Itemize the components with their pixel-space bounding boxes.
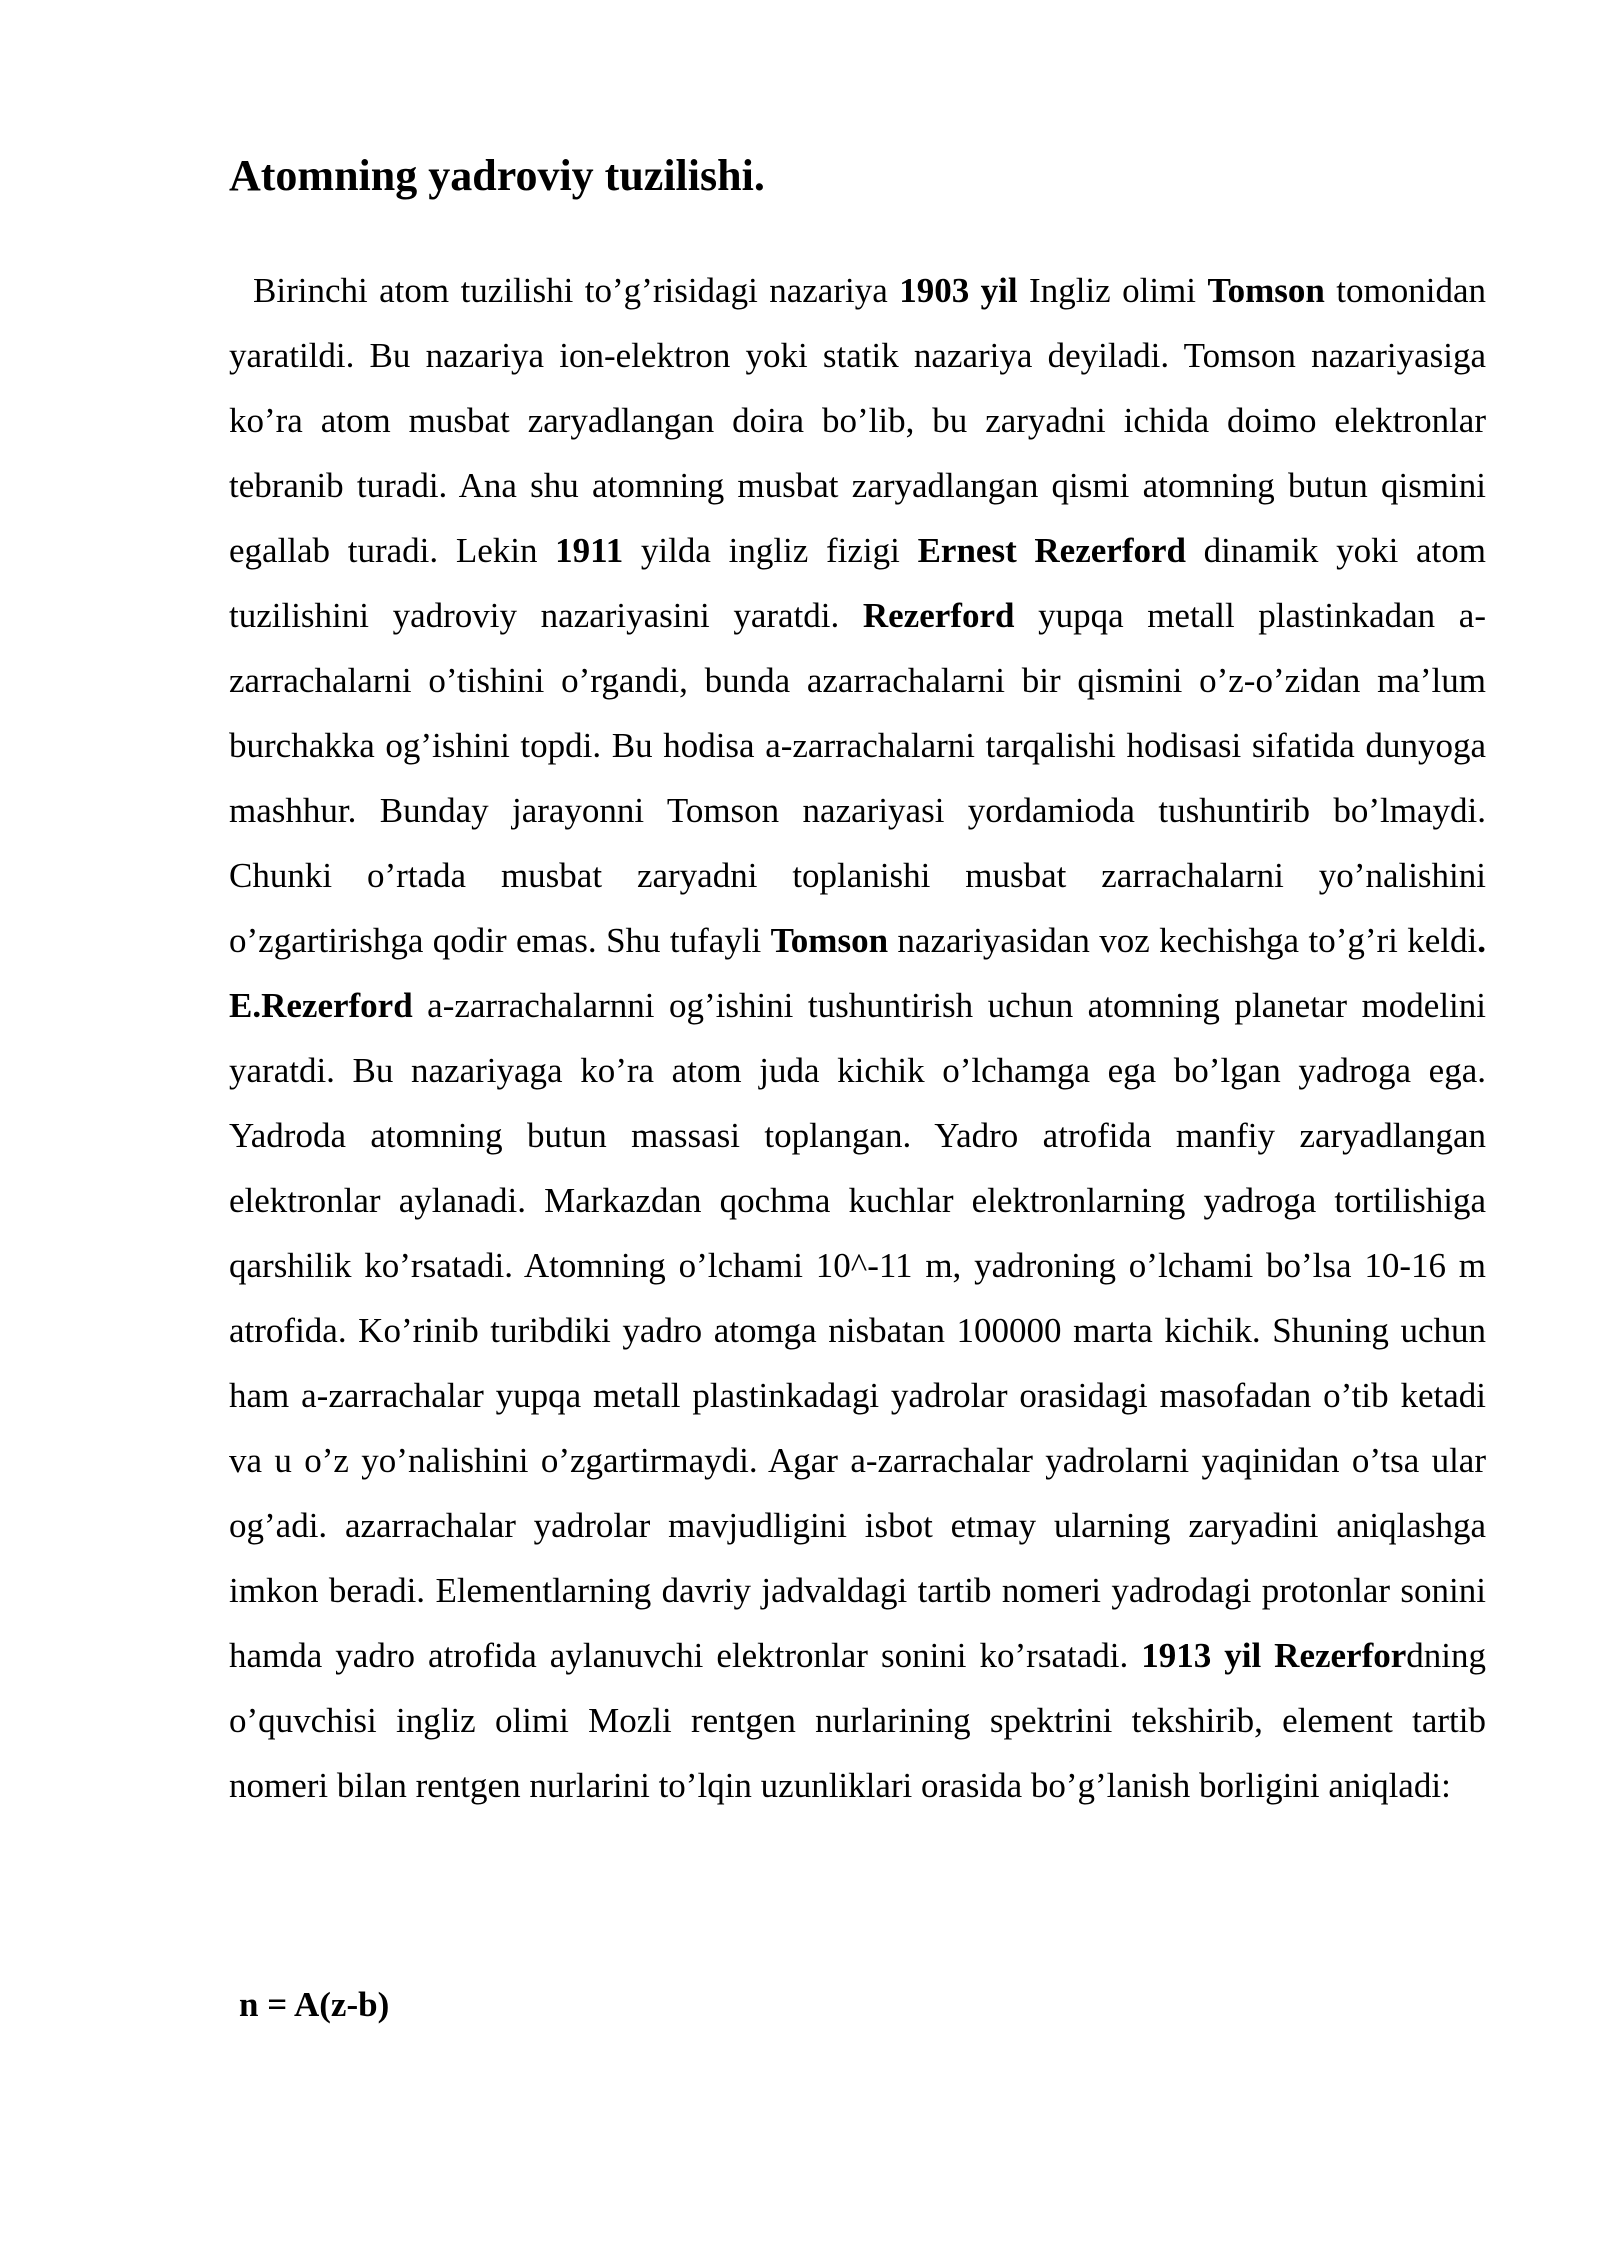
formula: n = A(z-b) [239,1985,390,2024]
text-run: yupqa metall plastinkadan a- zarrachalarni o’tishini o’rgandi, bunda azarrachalarni bir qismini o’z-o’zidan ma’lum burchakka og’ishini topdi. Bu hodisa a-zarrachalarni tarqalishi hodisasi sifatida dunyoga mashhur. Bunday jarayonni Tomson nazariyasi yordamioda tushuntirib bo’lmaydi. Chunki o’rtada musbat zaryadni toplanishi musbat zarrachalarni yo’nalishini o’zgartirishga qodir emas. Shu tufayli [229,596,1486,960]
text-run: a-zarrachalarnni og’ishini tushuntirish uchun atomning planetar modelini yaratdi. Bu nazariyaga ko’ra atom juda kichik o’lchamga ega bo’lgan yadroga ega. Yadroda atomning butun massasi toplangan. Yadro atrofida manfiy zaryadlangan elektronlar aylanadi. Markazdan qochma kuchlar elektronlarning yadroga tortilishiga qarshilik ko’rsatadi. Atomning o’lchami 10^-11 m, yadroning o’lchami bo’lsa 10-16 m atrofida. Ko’rinib turibdiki yadro atomga nisbatan 100000 marta kichik. Shuning uchun ham a-zarrachalar yupqa metall plastinkadagi yadrolar orasidagi masofadan o’tib ketadi va u o’z yo’nalishini o’zgartirmaydi. Agar a-zarrachalar yadrolarni yaqinidan o’tsa ular og’adi. azarrachalar yadrolar mavjudligini isbot etmay ularning zaryadini aniqlashga imkon beradi. Elementlarning davriy jadvaldagi tartib nomeri yadrodagi protonlar sonini hamda yadro atrofida aylanuvchi elektronlar sonini ko’rsatadi. [229,986,1486,1675]
bold-text-run: . E.Rezerford [229,921,1487,1025]
text-run: dinamik yoki atom tuzilishini yadroviy nazariyasini yaratdi. [229,531,1486,635]
bold-text-run: Ernest Rezerford [917,531,1186,570]
bold-text-run: 1911 [555,531,624,570]
bold-text-run: 1903 yil [899,271,1018,310]
bold-text-run: Rezerford [862,596,1015,635]
bold-text-run: Tomson [770,921,889,960]
text-run: Ingliz olimi [1017,271,1208,310]
body-paragraph [229,258,1486,1818]
text-run: Birinchi atom tuzilishi to’g’risidagi nazariya [253,271,900,310]
text-run: nazariyasidan voz kechishga to’g’ri keldi [888,921,1478,960]
text-run: yilda ingliz fizigi [623,531,918,570]
text-run: dning o’quvchisi ingliz olimi Mozli rentgen nurlarining spektrini tekshirib, element tartib nomeri bilan rentgen nurlarini to’lqin uzunliklari orasida bo’g’lanish borligini aniqladi: [229,1636,1487,1805]
bold-text-run: Tomson [1207,271,1325,310]
document-title: Atomning yadroviy tuzilishi. [229,151,765,200]
text-run: tomonidan yaratildi. Bu nazariya ion-elektron yoki statik nazariya deyiladi. Tomson nazariyasiga ko’ra atom musbat zaryadlangan doira bo’lib, bu zaryadni ichida doimo elektronlar tebranib turadi. Ana shu atomning musbat zaryadlangan qismi atomning butun qismini egallab turadi. Lekin [229,271,1486,570]
bold-text-run: 1913 yil Rezerfor [1141,1636,1407,1675]
